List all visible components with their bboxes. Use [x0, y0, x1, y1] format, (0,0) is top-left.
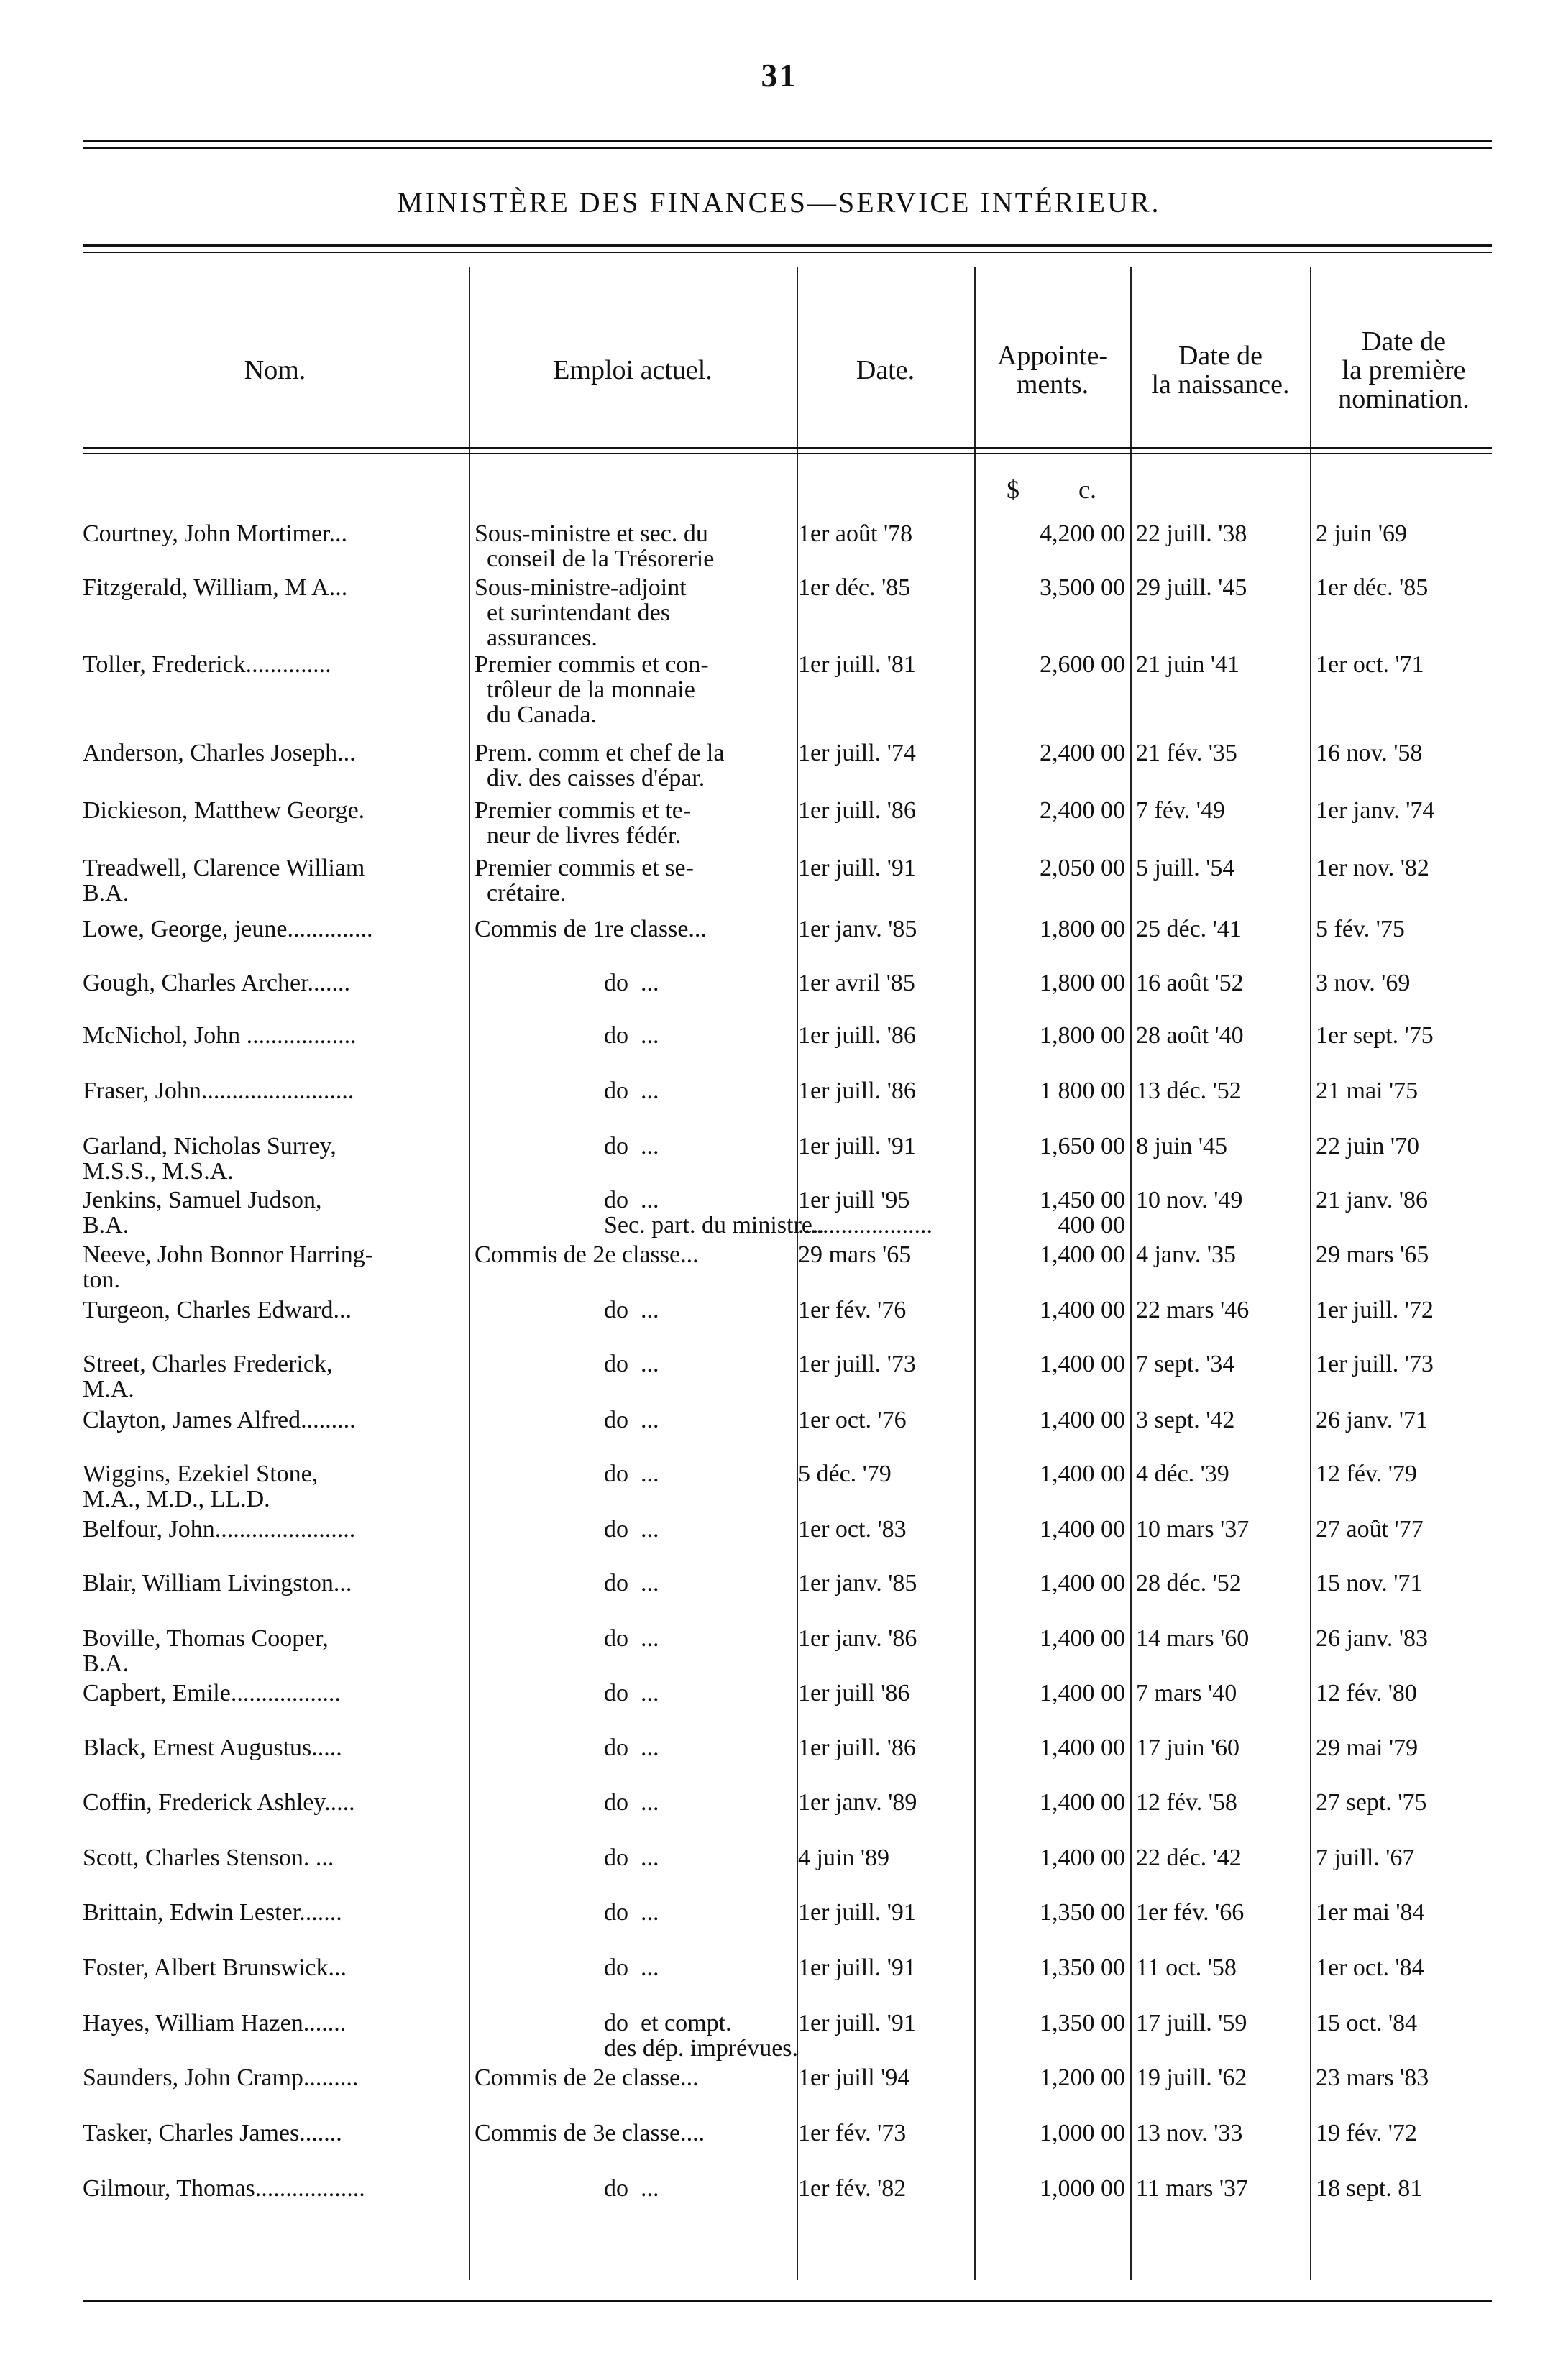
employee-position: do ... — [604, 1680, 659, 1706]
employee-position: do ... — [604, 1735, 659, 1761]
salary: 2,400 00 — [1040, 797, 1125, 824]
employee-name: Brittain, Edwin Lester....... — [83, 1899, 342, 1926]
salary: 1,400 00 — [1040, 1461, 1125, 1487]
employee-name: Belfour, John....................... — [83, 1516, 356, 1543]
position-date: 1er juill. '86 — [798, 1078, 916, 1104]
first-appointment-date: 1er oct. '84 — [1316, 1954, 1424, 1981]
first-appointment-date: 22 juin '70 — [1316, 1133, 1420, 1159]
header-emploi: Emploi actuel. — [553, 355, 712, 385]
salary: 2,600 00 — [1040, 651, 1125, 678]
employee-name: Neeve, John Bonnor Harring- ton. — [83, 1241, 374, 1293]
position-date: 1er juill. '74 — [798, 740, 916, 766]
first-appointment-date: 7 juill. '67 — [1316, 1844, 1415, 1871]
birth-date: 5 juill. '54 — [1136, 855, 1235, 881]
birth-date: 22 déc. '42 — [1136, 1844, 1242, 1871]
salary: 1 800 00 — [1040, 1078, 1125, 1104]
birth-date: 28 déc. '52 — [1136, 1570, 1242, 1596]
position-date: 29 mars '65 — [798, 1241, 912, 1268]
employee-position: do ... — [604, 1570, 659, 1596]
first-appointment-date: 26 janv. '71 — [1316, 1407, 1428, 1433]
employee-name: Capbert, Emile.................. — [83, 1680, 341, 1706]
employee-position: do ... Sec. part. du ministre.. — [604, 1187, 825, 1239]
first-appointment-date: 19 fév. '72 — [1316, 2120, 1417, 2146]
birth-date: 11 mars '37 — [1136, 2175, 1248, 2202]
first-appointment-date: 1er janv. '74 — [1316, 797, 1435, 824]
employee-name: Turgeon, Charles Edward... — [83, 1297, 352, 1323]
salary: 1,350 00 — [1040, 1899, 1125, 1926]
position-date: 5 déc. '79 — [798, 1461, 892, 1487]
birth-date: 4 déc. '39 — [1136, 1461, 1229, 1487]
first-appointment-date: 21 janv. '86 — [1316, 1187, 1428, 1213]
birth-date: 29 juill. '45 — [1136, 574, 1247, 601]
position-date: 1er fév. '73 — [798, 2120, 907, 2146]
employee-name: Lowe, George, jeune.............. — [83, 916, 373, 942]
salary: 1,200 00 — [1040, 2064, 1125, 2091]
birth-date: 25 déc. '41 — [1136, 916, 1242, 942]
page-number: 31 — [761, 57, 797, 93]
employee-position: do ... — [604, 1516, 659, 1543]
first-appointment-date: 3 nov. '69 — [1316, 970, 1411, 996]
salary: 4,200 00 — [1040, 520, 1125, 547]
header-nom: Nom. — [244, 355, 306, 385]
first-appointment-date: 1er juill. '73 — [1316, 1351, 1434, 1377]
employee-name: Toller, Frederick.............. — [83, 651, 331, 678]
birth-date: 22 mars '46 — [1136, 1297, 1250, 1323]
position-date: 1er juill. '86 — [798, 1022, 916, 1049]
employee-name: Wiggins, Ezekiel Stone, M.A., M.D., LL.D. — [83, 1461, 319, 1512]
employee-position: Commis de 2e classe... — [475, 1241, 699, 1268]
employee-name: Jenkins, Samuel Judson, B.A. — [83, 1187, 322, 1239]
position-date: 1er juill. '91 — [798, 1899, 916, 1926]
position-date: 1er oct. '76 — [798, 1407, 907, 1433]
employee-name: Courtney, John Mortimer... — [83, 520, 347, 547]
position-date: 1er juill. '91 — [798, 1133, 916, 1159]
first-appointment-date: 16 nov. '58 — [1316, 740, 1423, 766]
employee-position: do ... — [604, 2175, 659, 2202]
position-date: 1er avril '85 — [798, 970, 915, 996]
employee-name: Hayes, William Hazen....... — [83, 2010, 347, 2036]
employee-name: McNichol, John .................. — [83, 1022, 357, 1049]
employee-position: Commis de 3e classe.... — [475, 2120, 705, 2146]
salary: 3,500 00 — [1040, 574, 1125, 601]
employee-name: Dickieson, Matthew George. — [83, 797, 365, 824]
position-date: 1er juill '95 ...................... — [798, 1187, 932, 1239]
employee-position: do ... — [604, 1407, 659, 1433]
salary: 1,400 00 — [1040, 1735, 1125, 1761]
employee-position: Prem. comm et chef de la div. des caisses d'épar. — [475, 740, 725, 791]
birth-date: 10 mars '37 — [1136, 1516, 1250, 1543]
salary: 1,400 00 — [1040, 1625, 1125, 1652]
employee-name: Blair, William Livingston... — [83, 1570, 352, 1596]
employee-name: Clayton, James Alfred......... — [83, 1407, 356, 1433]
birth-date: 17 juill. '59 — [1136, 2010, 1247, 2036]
position-date: 1er juill. '91 — [798, 1954, 916, 1981]
employee-position: Premier commis et te- neur de livres fédér. — [475, 797, 692, 849]
birth-date: 7 sept. '34 — [1136, 1351, 1235, 1377]
header-naissance: Date de la naissance. — [1151, 341, 1290, 400]
page-title: MINISTÈRE DES FINANCES—SERVICE INTÉRIEUR. — [397, 186, 1161, 219]
employee-name: Treadwell, Clarence William B.A. — [83, 855, 365, 906]
first-appointment-date: 12 fév. '79 — [1316, 1461, 1417, 1487]
salary: 1,800 00 — [1040, 970, 1125, 996]
birth-date: 14 mars '60 — [1136, 1625, 1250, 1652]
salary: 2,400 00 — [1040, 740, 1125, 766]
salary: 1,400 00 — [1040, 1241, 1125, 1268]
employee-position: do ... — [604, 1078, 659, 1104]
first-appointment-date: 1er oct. '71 — [1316, 651, 1424, 678]
employee-position: do ... — [604, 1461, 659, 1487]
bottom-rule — [83, 2300, 1492, 2302]
birth-date: 22 juill. '38 — [1136, 520, 1247, 547]
position-date: 4 juin '89 — [798, 1844, 890, 1871]
salary: 1,650 00 — [1040, 1133, 1125, 1159]
employee-name: Fitzgerald, William, M A... — [83, 574, 348, 601]
header-appointements: Appointe- ments. — [996, 341, 1109, 400]
first-appointment-date: 1er mai '84 — [1316, 1899, 1425, 1926]
salary: 1,450 00 400 00 — [1040, 1187, 1125, 1239]
position-date: 1er août '78 — [798, 520, 913, 547]
birth-date: 8 juin '45 — [1136, 1133, 1228, 1159]
employee-position: do ... — [604, 1133, 659, 1159]
employee-name: Boville, Thomas Cooper, B.A. — [83, 1625, 329, 1677]
employee-position: do ... — [604, 1899, 659, 1926]
employee-position: do ... — [604, 1351, 659, 1377]
employee-position: do ... — [604, 1625, 659, 1652]
birth-date: 28 août '40 — [1136, 1022, 1244, 1049]
first-appointment-date: 2 juin '69 — [1316, 520, 1408, 547]
first-appointment-date: 27 août '77 — [1316, 1516, 1424, 1543]
position-date: 1er juill. '91 — [798, 855, 916, 881]
first-appointment-date: 15 oct. '84 — [1316, 2010, 1418, 2036]
first-appointment-date: 15 nov. '71 — [1316, 1570, 1423, 1596]
position-date: 1er fév. '76 — [798, 1297, 907, 1323]
salary: 1,400 00 — [1040, 1407, 1125, 1433]
position-date: 1er juill. '86 — [798, 797, 916, 824]
birth-date: 13 nov. '33 — [1136, 2120, 1243, 2146]
birth-date: 19 juill. '62 — [1136, 2064, 1247, 2091]
birth-date: 13 déc. '52 — [1136, 1078, 1242, 1104]
salary: 1,400 00 — [1040, 1844, 1125, 1871]
employee-name: Street, Charles Frederick, M.A. — [83, 1351, 333, 1402]
position-date: 1er oct. '83 — [798, 1516, 907, 1543]
birth-date: 21 fév. '35 — [1136, 740, 1237, 766]
first-appointment-date: 18 sept. 81 — [1316, 2175, 1423, 2202]
first-appointment-date: 21 mai '75 — [1316, 1078, 1419, 1104]
birth-date: 17 juin '60 — [1136, 1735, 1240, 1761]
position-date: 1er janv. '85 — [798, 916, 917, 942]
header-nomination: Date de la première nomination. — [1338, 326, 1470, 414]
birth-date: 21 juin '41 — [1136, 651, 1240, 678]
birth-date: 12 fév. '58 — [1136, 1789, 1237, 1816]
salary: 1,400 00 — [1040, 1297, 1125, 1323]
first-appointment-date: 5 fév. '75 — [1316, 916, 1405, 942]
employee-name: Fraser, John......................... — [83, 1078, 354, 1104]
employee-position: do ... — [604, 1954, 659, 1981]
position-date: 1er juill. '81 — [798, 651, 916, 678]
employee-position: do ... — [604, 1022, 659, 1049]
salary: 1,400 00 — [1040, 1789, 1125, 1816]
employee-position: do ... — [604, 1844, 659, 1871]
salary: 1,400 00 — [1040, 1516, 1125, 1543]
salary: 2,050 00 — [1040, 855, 1125, 881]
salary: 1,350 00 — [1040, 1954, 1125, 1981]
position-date: 1er janv. '89 — [798, 1789, 917, 1816]
employee-name: Scott, Charles Stenson. ... — [83, 1844, 334, 1871]
employee-position: Commis de 2e classe... — [475, 2064, 699, 2091]
birth-date: 4 janv. '35 — [1136, 1241, 1236, 1268]
employee-position: do ... — [604, 970, 659, 996]
employee-position: do et compt. des dép. imprévues. — [604, 2010, 799, 2062]
birth-date: 16 août '52 — [1136, 970, 1244, 996]
employee-name: Anderson, Charles Joseph... — [83, 740, 356, 766]
first-appointment-date: 1er juill. '72 — [1316, 1297, 1434, 1323]
employee-name: Coffin, Frederick Ashley..... — [83, 1789, 355, 1816]
first-appointment-date: 1er nov. '82 — [1316, 855, 1429, 881]
position-date: 1er janv. '85 — [798, 1570, 917, 1596]
salary: 1,000 00 — [1040, 2120, 1125, 2146]
employee-position: Commis de 1re classe... — [475, 916, 707, 942]
first-appointment-date: 29 mars '65 — [1316, 1241, 1429, 1268]
first-appointment-date: 1er déc. '85 — [1316, 574, 1429, 601]
birth-date: 7 fév. '49 — [1136, 797, 1225, 824]
employee-name: Black, Ernest Augustus..... — [83, 1735, 342, 1761]
birth-date: 11 oct. '58 — [1136, 1954, 1237, 1981]
unit-dollars: $ — [1007, 475, 1019, 504]
first-appointment-date: 12 fév. '80 — [1316, 1680, 1417, 1706]
position-date: 1er juill '94 — [798, 2064, 910, 2091]
salary: 1,400 00 — [1040, 1570, 1125, 1596]
first-appointment-date: 23 mars '83 — [1316, 2064, 1429, 2091]
employee-name: Saunders, John Cramp......... — [83, 2064, 359, 2091]
employee-name: Gough, Charles Archer....... — [83, 970, 351, 996]
birth-date: 10 nov. '49 — [1136, 1187, 1243, 1213]
birth-date: 3 sept. '42 — [1136, 1407, 1235, 1433]
salary: 1,800 00 — [1040, 916, 1125, 942]
employee-position: Sous-ministre et sec. du conseil de la Trésorerie — [475, 520, 715, 572]
employee-name: Garland, Nicholas Surrey, M.S.S., M.S.A. — [83, 1133, 336, 1185]
employee-name: Gilmour, Thomas.................. — [83, 2175, 365, 2202]
birth-date: 7 mars '40 — [1136, 1680, 1237, 1706]
employee-name: Foster, Albert Brunswick... — [83, 1954, 347, 1981]
position-date: 1er janv. '86 — [798, 1625, 917, 1652]
employee-position: Sous-ministre-adjoint et surintendant des assurances. — [475, 574, 687, 651]
salary: 1,350 00 — [1040, 2010, 1125, 2036]
position-date: 1er juill. '91 — [798, 2010, 916, 2036]
header-date: Date. — [856, 355, 915, 385]
position-date: 1er juill '86 — [798, 1680, 910, 1706]
first-appointment-date: 26 janv. '83 — [1316, 1625, 1428, 1652]
first-appointment-date: 1er sept. '75 — [1316, 1022, 1434, 1049]
position-date: 1er fév. '82 — [798, 2175, 907, 2202]
employee-name: Tasker, Charles James....... — [83, 2120, 342, 2146]
employee-position: Premier commis et se- crétaire. — [475, 855, 694, 906]
birth-date: 1er fév. '66 — [1136, 1899, 1245, 1926]
salary: 1,400 00 — [1040, 1680, 1125, 1706]
salary: 1,000 00 — [1040, 2175, 1125, 2202]
salary: 1,400 00 — [1040, 1351, 1125, 1377]
employee-position: do ... — [604, 1789, 659, 1816]
employee-position: do ... — [604, 1297, 659, 1323]
salary: 1,800 00 — [1040, 1022, 1125, 1049]
employee-position: Premier commis et con- trôleur de la monnaie du Canada. — [475, 651, 709, 728]
unit-cents: c. — [1078, 475, 1096, 504]
first-appointment-date: 27 sept. '75 — [1316, 1789, 1427, 1816]
position-date: 1er déc. '85 — [798, 574, 911, 601]
first-appointment-date: 29 mai '79 — [1316, 1735, 1419, 1761]
position-date: 1er juill. '86 — [798, 1735, 916, 1761]
position-date: 1er juill. '73 — [798, 1351, 916, 1377]
